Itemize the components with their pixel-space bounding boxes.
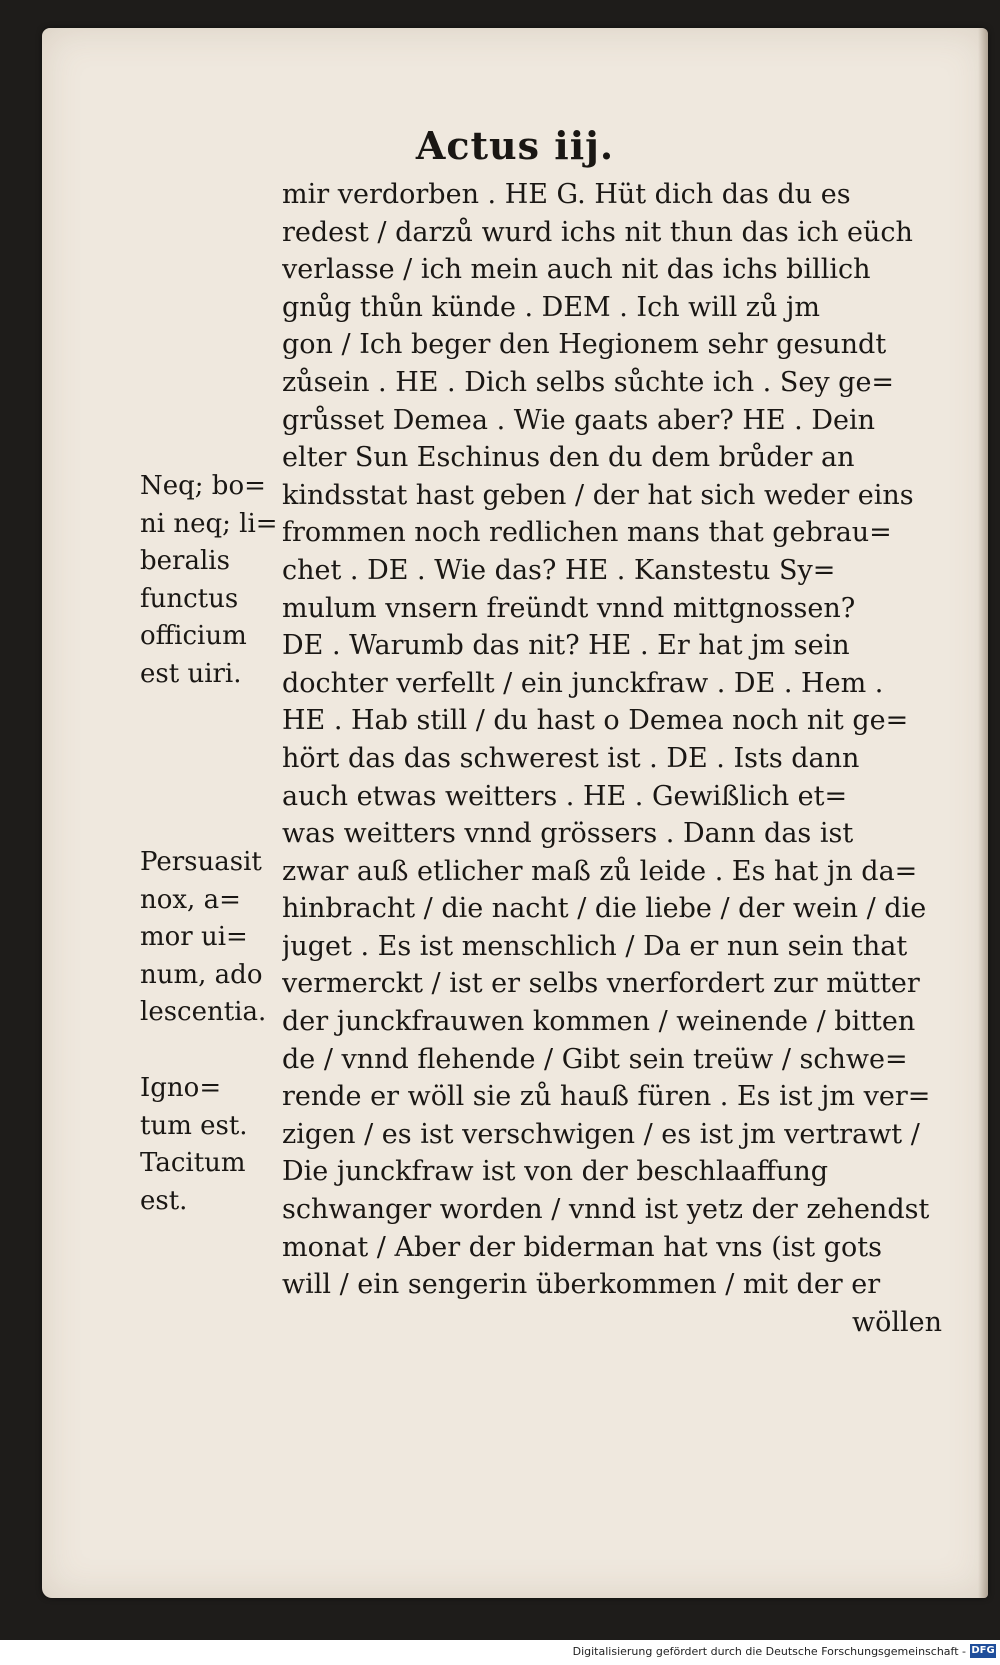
text-line: juget . Es ist menschlich / Da er nun sein that [282, 930, 908, 962]
text-line: verlasse / ich mein auch nit das ichs billich [282, 254, 871, 286]
text-line: zůsein . HE . Dich selbs sůchte ich . Sey ge= [282, 366, 895, 398]
text-line: gnůg thůn künde . DEM . Ich will zů jm [282, 291, 820, 323]
book-page [42, 28, 988, 1598]
body-text [282, 176, 952, 1341]
text-line: DE . Warumb das nit? HE . Er hat jm sein [282, 630, 850, 662]
funding-note: Digitalisierung gefördert durch die Deutsche Forschungsgemeinschaft - [572, 1645, 966, 1658]
text-line: monat / Aber der biderman hat vns (ist gots [282, 1231, 882, 1263]
marginal-note [140, 468, 290, 694]
text-line: zigen / es ist verschwigen / es ist jm vertrawt / [282, 1118, 920, 1150]
text-line: grůsset Demea . Wie gaats aber? HE . Dein [282, 404, 875, 436]
text-line: de / vnnd flehende / Gibt sein treüw / schwe= [282, 1043, 908, 1075]
text-line: hört das das schwerest ist . DE . Ists dann [282, 742, 860, 774]
text-line: was weitters vnnd grössers . Dann das ist [282, 818, 854, 850]
text-line: schwanger worden / vnnd ist yetz der zehendst [282, 1194, 930, 1226]
marginal-note-line: Neq; bo= [140, 471, 266, 501]
marginal-note-line: beralis [140, 546, 230, 577]
text-line: Die junckfraw ist von der beschlaaffung [282, 1156, 829, 1188]
marginal-note-line: est. [140, 1185, 188, 1216]
marginal-note-line: mor ui= [140, 922, 248, 953]
marginal-note-line: tum est. [140, 1110, 248, 1141]
running-heading: Actus iij. [415, 123, 615, 168]
marginal-note-line: nox, a= [140, 884, 241, 915]
text-line: redest / darzů wurd ichs nit thun das ich eüch [282, 216, 913, 248]
text-line: mulum vnsern freündt vnnd mittgnossen? [282, 592, 856, 624]
marginal-note-line: officium [140, 621, 247, 652]
text-line: auch etwas weitters . HE . Gewißlich et= [282, 780, 848, 812]
marginal-note [140, 1070, 290, 1220]
page-edge-shadow [978, 28, 988, 1598]
marginal-note-line: Persuasit [140, 847, 262, 877]
marginal-note-line: est uiri. [140, 658, 242, 689]
text-line: der junckfrauwen kommen / weinende / bitten [282, 1006, 916, 1038]
text-line: elter Sun Eschinus den du dem brůder an [282, 442, 855, 474]
text-line: mir verdorben . HE G. Hüt dich das du es [282, 179, 851, 210]
catchword: wöllen [851, 1306, 942, 1338]
text-line: HE . Hab still / du hast o Demea noch nit ge= [282, 705, 909, 737]
marginal-note [140, 844, 290, 1032]
text-line: dochter verfellt / ein junckfraw . DE . Hem . [282, 667, 884, 699]
marginal-note-line: Tacitum [140, 1148, 246, 1179]
text-line: vermerckt / ist er selbs vnerfordert zur mütter [282, 968, 920, 1000]
digitization-footer [0, 1640, 1000, 1665]
text-line: rende er wöll sie zů hauß füren . Es ist jm ver= [282, 1081, 931, 1113]
text-line: chet . DE . Wie das? HE . Kanstestu Sy= [282, 554, 836, 586]
text-line: zwar auß etlicher maß zů leide . Es hat jn da= [282, 855, 918, 887]
text-line: frommen noch redlichen mans that gebrau= [282, 517, 892, 549]
text-line: hinbracht / die nacht / die liebe / der wein / die [282, 893, 927, 925]
marginal-note-line: Igno= [140, 1073, 222, 1103]
marginal-note-line: lescentia. [140, 997, 267, 1028]
dfg-logo: DFG [971, 1645, 995, 1656]
text-line: kindsstat hast geben / der hat sich weder eins [282, 479, 914, 511]
text-line: gon / Ich beger den Hegionem sehr gesundt [282, 329, 887, 361]
marginal-note-line: ni neq; li= [140, 508, 278, 539]
marginal-note-line: num, ado [140, 959, 263, 990]
marginal-note-line: functus [140, 583, 239, 614]
text-line: will / ein sengerin überkommen / mit der er [282, 1269, 881, 1301]
